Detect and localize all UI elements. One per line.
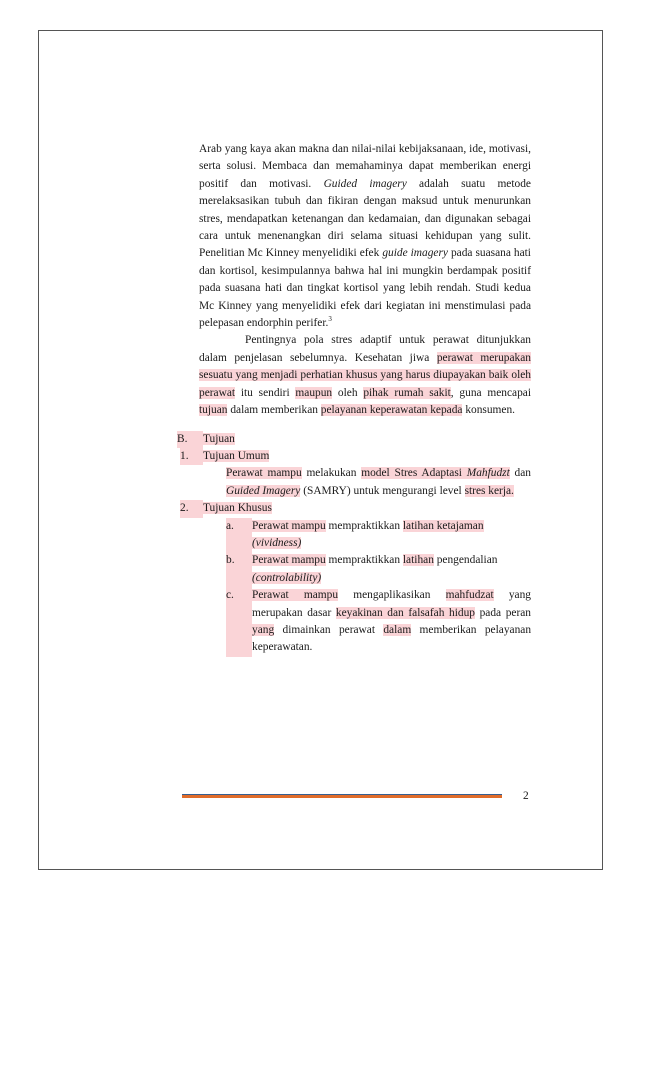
sub-marker: b. <box>226 552 252 587</box>
sub-item-b: b. Perawat mampu mempraktikkan latihan pengendalian (controlability) <box>226 552 531 587</box>
page-content <box>177 141 532 657</box>
highlight: maupun <box>295 386 333 399</box>
sub-item-a: a. Perawat mampu mempraktikkan latihan ketajaman (vividness) <box>226 518 531 553</box>
highlight: pelayanan keperawatan kepada <box>320 404 463 417</box>
list-title: Tujuan Khusus <box>203 502 272 515</box>
list-number: 2. <box>180 500 203 517</box>
sub-marker: c. <box>226 587 252 657</box>
highlight: pihak rumah sakit <box>363 386 451 399</box>
tujuan-umum-text: Perawat mampu melakukan model Stres Adaptasi Mahfudzt dan Guided Imagery (SAMRY) untuk mengurangi level stres kerja. <box>226 467 532 497</box>
list-item-tujuan-umum <box>180 448 531 465</box>
list-number: 1. <box>180 448 203 465</box>
document-page <box>38 30 603 870</box>
section-heading <box>177 431 531 448</box>
sub-item-c: c. Perawat mampu mengaplikasikan mahfudzat yang merupakan dasar keyakinan dan falsafah hidup pada peran yang dimainkan perawat dalam memberikan pelayanan keperawatan. <box>226 587 531 657</box>
page-number: 2 <box>523 790 529 802</box>
footnote-ref[interactable]: 3 <box>328 315 332 324</box>
sub-marker: a. <box>226 518 252 553</box>
highlight: tujuan <box>199 404 228 417</box>
section-title: Tujuan <box>203 432 235 445</box>
paragraph-guided-imagery: Arab yang kaya akan makna dan nilai-nilai kebijaksanaan, ide, motivasi, serta solusi. Membaca dan memahaminya dapat memberikan energi positif dan motivasi. Guided imagery adalah suatu metode merelaksasikan tubuh dan fikiran dengan maksud untuk menurunkan stres, mendapatkan ketenangan dan kedamaian, dan digunakan sebagai cara untuk menenangkan diri selama situasi kehidupan yang sulit. Penelitian Mc Kinney menyelidiki efek guide imagery pada suasana hati dan kortisol, kesimpulannya bahwa hal ini mungkin berdampak positif pada suasana hati dan tingkat kortisol yang lebih rendah. Studi kedua Mc Kinney yang menyelidiki efek dari kegiatan ini menstimulasi pada pelepasan endorphin perifer.$^3$ <box>199 143 531 330</box>
section-marker: B. <box>177 431 203 448</box>
section-tujuan <box>177 431 531 657</box>
highlight: perawat merupakan sesuatu yang menjadi perhatian khusus yang harus diupayakan baik oleh perawat <box>199 351 531 399</box>
footer-divider <box>182 794 502 798</box>
list-title: Tujuan Umum <box>203 449 270 462</box>
list-item-tujuan-khusus <box>180 500 531 517</box>
paragraph-stress-importance: Pentingnya pola stres adaptif untuk perawat ditunjukkan dalam penjelasan sebelumnya. Kesehatan jiwa perawat merupakan sesuatu yang menjadi perhatian khusus yang harus diupayakan baik oleh perawat itu sendiri maupun oleh pihak rumah sakit, guna mencapai tujuan dalam memberikan pelayanan keperawatan kepada konsumen. <box>199 334 531 417</box>
